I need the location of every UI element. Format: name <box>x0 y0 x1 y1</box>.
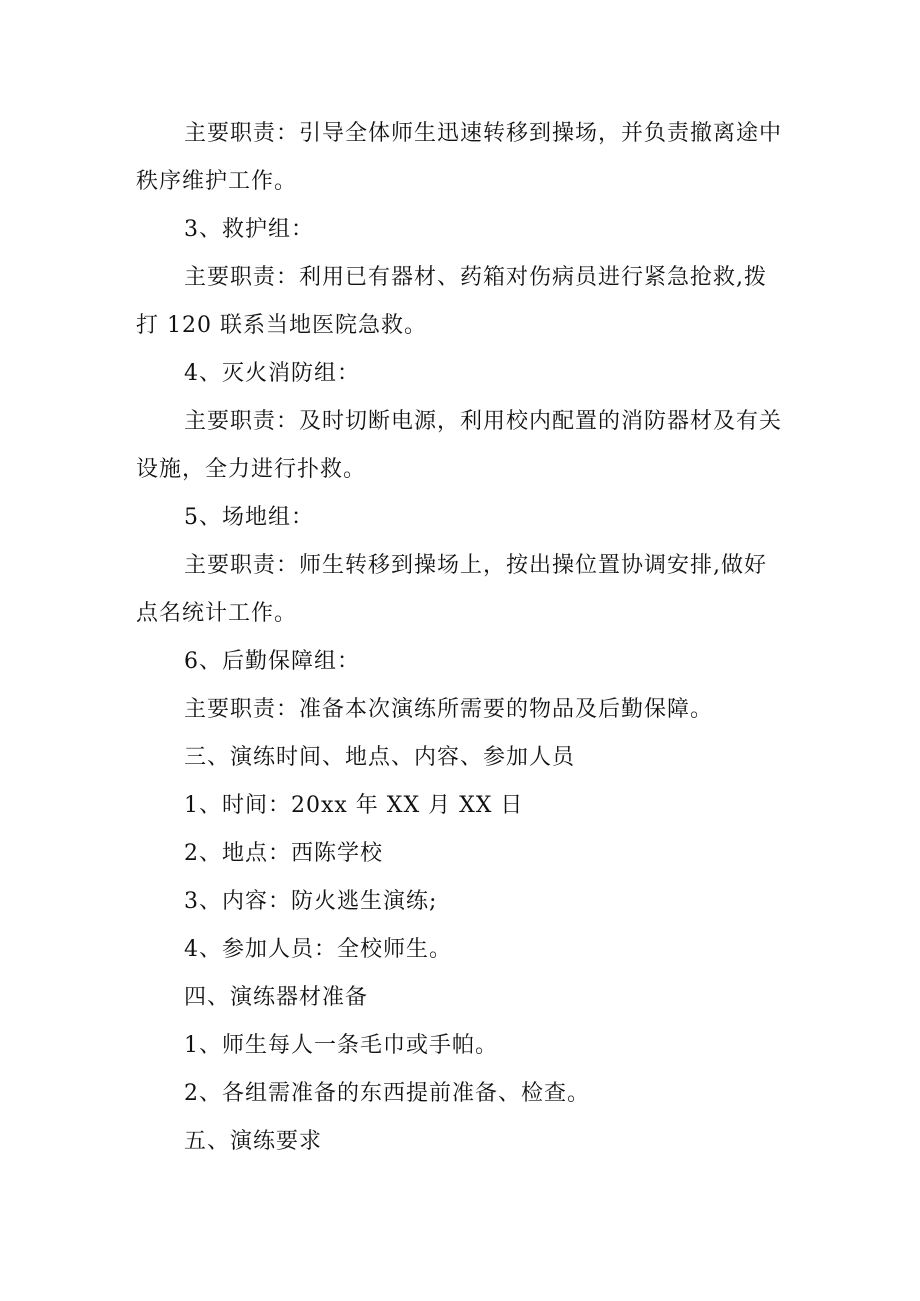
list-item-place: 2、地点：西陈学校 <box>184 841 383 866</box>
heading-rescue-group: 3、救护组： <box>184 217 314 242</box>
list-item-prepare-check: 2、各组需准备的东西提前准备、检查。 <box>184 1081 590 1106</box>
section-heading-requirements: 五、演练要求 <box>184 1129 323 1154</box>
paragraph-duty-rescue: 主要职责：利用已有器材、药箱对伤病员进行紧急抢救,拨 打 120 联系当地医院急救。 <box>136 265 767 338</box>
list-item-content: 3、内容：防火逃生演练; <box>184 889 438 914</box>
heading-venue-group: 5、场地组： <box>184 505 314 530</box>
list-item-participants: 4、参加人员：全校师生。 <box>184 937 452 962</box>
heading-fire-group: 4、灭火消防组： <box>184 361 360 386</box>
paragraph-duty-venue: 主要职责：师生转移到操场上，按出操位置协调安排,做好 点名统计工作。 <box>136 553 767 626</box>
paragraph-duty-evacuation: 主要职责：引导全体师生迅速转移到操场，并负责撤离途中 秩序维护工作。 <box>136 121 783 194</box>
list-item-time: 1、时间：20xx 年 XX 月 XX 日 <box>184 793 524 818</box>
section-heading-time-place: 三、演练时间、地点、内容、参加人员 <box>184 745 576 770</box>
heading-logistics-group: 6、后勤保障组： <box>184 649 360 674</box>
section-heading-equipment: 四、演练器材准备 <box>184 985 369 1010</box>
paragraph-duty-fire: 主要职责：及时切断电源，利用校内配置的消防器材及有关 设施，全力进行扑救。 <box>136 409 783 482</box>
paragraph-duty-logistics: 主要职责：准备本次演练所需要的物品及后勤保障。 <box>184 697 714 722</box>
list-item-towel: 1、师生每人一条毛巾或手帕。 <box>184 1033 498 1058</box>
